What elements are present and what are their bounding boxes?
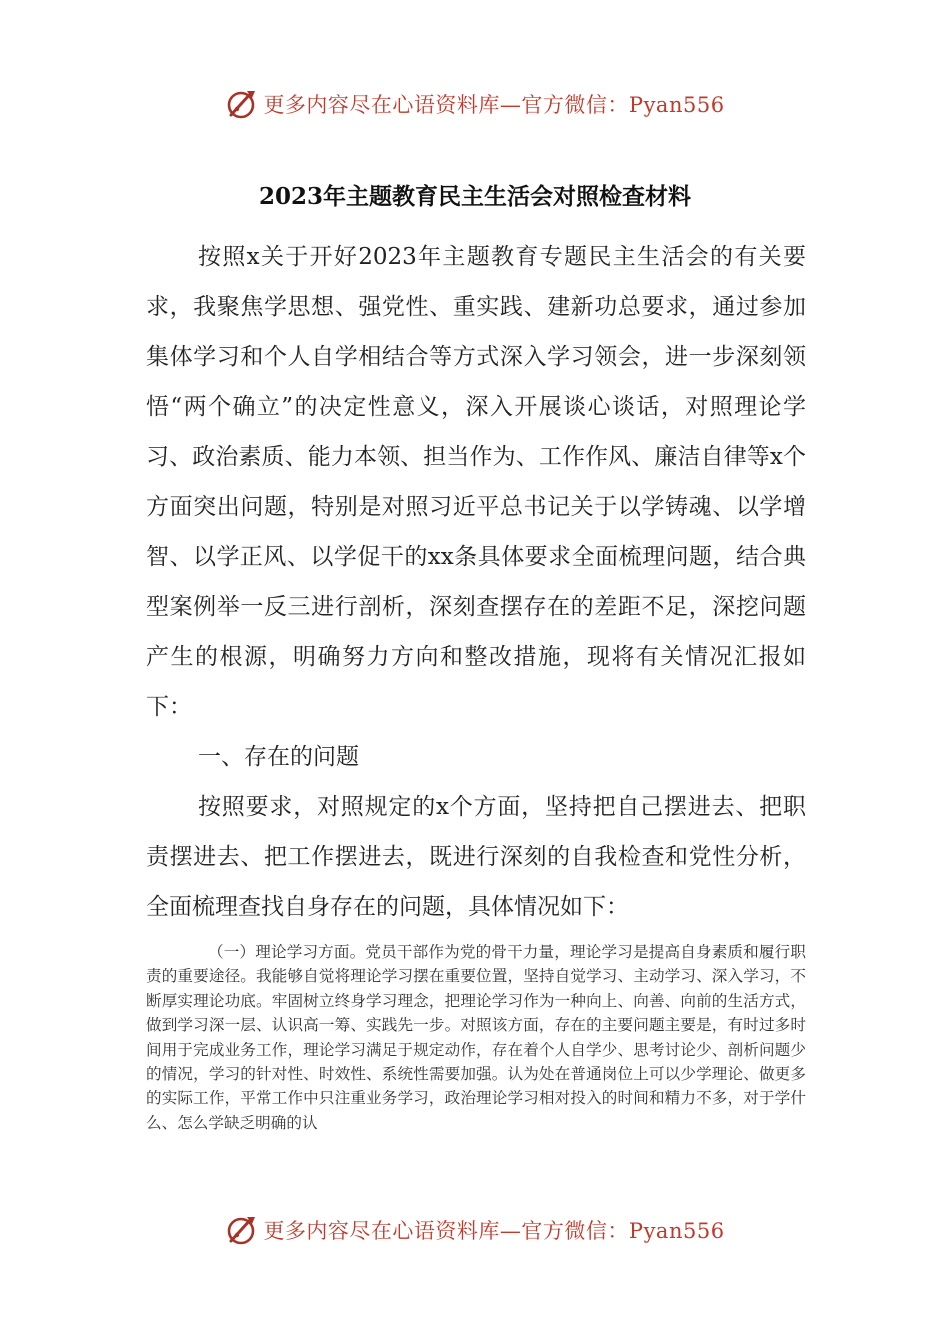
document-body bbox=[146, 232, 806, 932]
intro-paragraph: 按照x关于开好2023年主题教育专题民主生活会的有关要求，我聚焦学思想、强党性、重实践、建新功总要求，通过参加集体学习和个人自学相结合等方式深入学习领会，进一步深刻领悟“两个确立”的决定性意义，深入开展谈心谈话，对照理论学习、政治素质、能力本领、担当作为、工作作风、廉洁自律等x个方面突出问题，特别是对照习近平总书记关于以学铸魂、以学增智、以学正风、以学促干的xx条具体要求全面梳理问题，结合典型案例举一反三进行剖析，深刻查摆存在的差距不足，深挖问题产生的根源，明确努力方向和整改措施，现将有关情况汇报如下： bbox=[146, 244, 806, 720]
subsection-theory-study bbox=[146, 940, 806, 1135]
pen-logo-icon bbox=[225, 87, 259, 121]
section-paragraph: 按照要求，对照规定的x个方面，坚持把自己摆进去、把职责摆进去、把工作摆进去，既进行深刻的自我检查和党性分析，全面梳理查找自身存在的问题，具体情况如下： bbox=[146, 794, 806, 920]
document-title: 2023年主题教育民主生活会对照检查材料 bbox=[258, 183, 691, 210]
watermark-text: 更多内容尽在心语资料库—官方微信：Pyan556 bbox=[263, 1219, 725, 1243]
pen-logo-icon bbox=[225, 1213, 259, 1247]
subsection-paragraph: （一）理论学习方面。党员干部作为党的骨干力量，理论学习是提高自身素质和履行职责的重要途径。我能够自觉将理论学习摆在重要位置，坚持自觉学习、主动学习、深入学习，不断厚实理论功底。牢固树立终身学习理念，把理论学习作为一种向上、向善、向前的生活方式，做到学习深一层、认识高一筹、实践先一步。对照该方面，存在的主要问题主要是，有时过多时间用于完成业务工作，理论学习满足于规定动作，存在着个人自学少、思考讨论少、剖析问题少的情况，学习的针对性、时效性、系统性需要加强。认为处在普通岗位上可以少学理论、做更多的实际工作，平常工作中只注重业务学习，政治理论学习相对投入的时间和精力不多，对于学什么、怎么学缺乏明确的认 bbox=[146, 943, 806, 1132]
watermark-banner-bottom bbox=[0, 1208, 950, 1252]
section-heading-problems: 一、存在的问题 bbox=[198, 744, 359, 770]
watermark-text: 更多内容尽在心语资料库—官方微信：Pyan556 bbox=[263, 93, 725, 117]
watermark-banner-top bbox=[0, 82, 950, 126]
